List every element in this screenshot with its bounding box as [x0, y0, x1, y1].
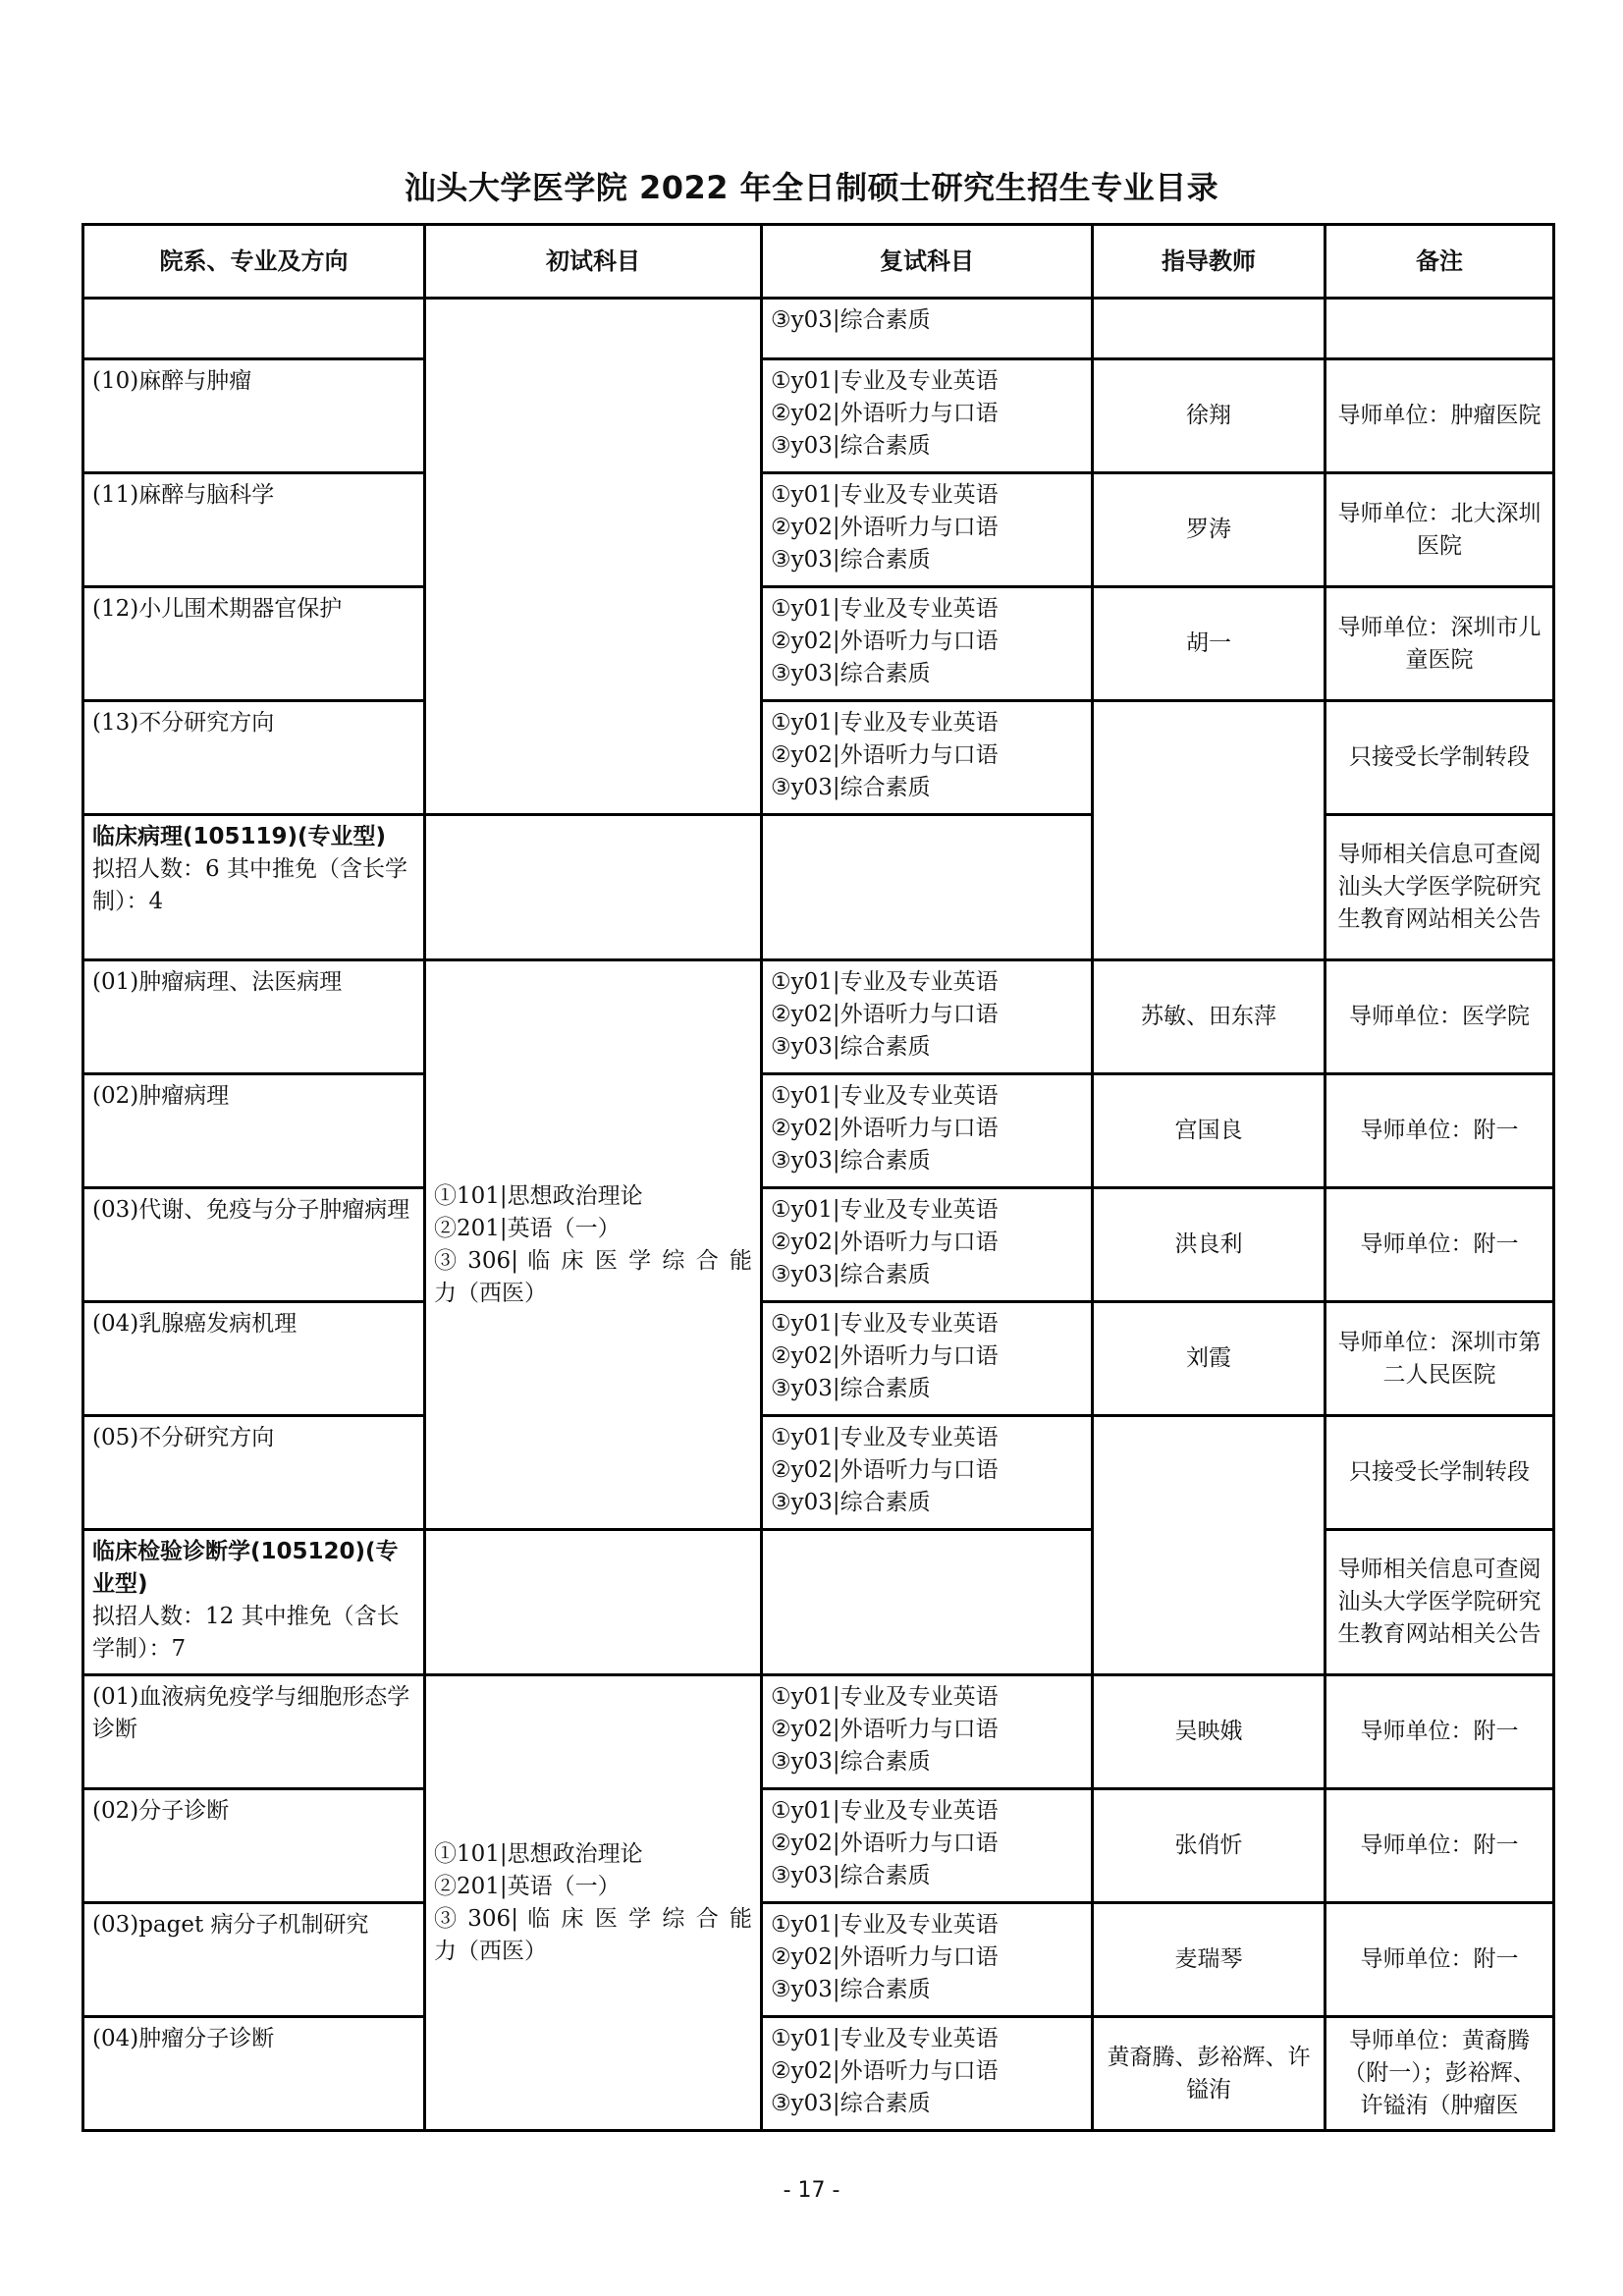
retest-y01: ①y01|专业及专业英语 — [771, 368, 999, 394]
note-cell: 导师单位：附一 — [1325, 1903, 1554, 2017]
table-row — [83, 359, 1554, 473]
retest-y01: ①y01|专业及专业英语 — [771, 1311, 999, 1337]
note-cell: 导师单位：附一 — [1325, 1188, 1554, 1302]
exam-line-1: ①101|思想政治理论 — [434, 1840, 643, 1867]
retest-y03: ③y03|综合素质 — [771, 661, 931, 686]
direction-cell: (04)乳腺癌发病机理 — [83, 1302, 425, 1416]
advisor-cell: 黄裔腾、彭裕辉、许镒洧 — [1093, 2017, 1325, 2131]
retest-cell — [762, 1302, 1093, 1416]
retest-y03: ③y03|综合素质 — [771, 547, 931, 573]
retest-y02: ②y02|外语听力与口语 — [771, 401, 999, 426]
exam-cell — [425, 1530, 762, 1675]
header-note: 备注 — [1325, 225, 1554, 299]
retest-cell — [762, 1789, 1093, 1903]
note-cell: 导师单位：北大深圳医院 — [1325, 473, 1554, 587]
exam-cell — [425, 960, 762, 1530]
exam-line-1: ①101|思想政治理论 — [434, 1182, 643, 1209]
retest-y03: ③y03|综合素质 — [771, 1977, 931, 2002]
advisor-cell: 麦瑞琴 — [1093, 1903, 1325, 2017]
table-header-row — [83, 225, 1554, 299]
note-cell: 导师单位：黄裔腾（附一）；彭裕辉、许镒洧（肿瘤医 — [1325, 2017, 1554, 2131]
retest-cell — [762, 1675, 1093, 1789]
table-row — [83, 701, 1554, 815]
advisor-cell: 胡一 — [1093, 587, 1325, 701]
table-row — [83, 1302, 1554, 1416]
direction-cell: (10)麻醉与肿瘤 — [83, 359, 425, 473]
retest-y03: ③y03|综合素质 — [771, 1148, 931, 1174]
retest-y03: ③y03|综合素质 — [771, 1376, 931, 1401]
exam-line-2: ②201|英语（一） — [434, 1873, 621, 1899]
note-cell: 只接受长学制转段 — [1325, 1416, 1554, 1530]
advisor-cell: 吴映娥 — [1093, 1675, 1325, 1789]
page-title: 汕头大学医学院 2022 年全日制硕士研究生招生专业目录 — [404, 169, 1219, 206]
direction-cell: (01)血液病免疫学与细胞形态学诊断 — [83, 1675, 425, 1789]
table-row — [83, 1074, 1554, 1188]
retest-cell — [762, 359, 1093, 473]
retest-y01: ①y01|专业及专业英语 — [771, 1197, 999, 1223]
direction-cell: (02)肿瘤病理 — [83, 1074, 425, 1188]
major-quota: 拟招人数：12 其中推免（含长学制）：7 — [92, 1604, 400, 1662]
exam-line-2: ②201|英语（一） — [434, 1215, 621, 1241]
retest-cell — [762, 2017, 1093, 2131]
retest-y03: ③y03|综合素质 — [771, 1490, 931, 1515]
retest-y03: ③y03|综合素质 — [771, 775, 931, 800]
retest-y01: ①y01|专业及专业英语 — [771, 1912, 999, 1938]
note-cell: 导师单位：深圳市第二人民医院 — [1325, 1302, 1554, 1416]
retest-cell — [762, 1416, 1093, 1530]
exam-cell — [425, 1675, 762, 2131]
direction-cell: (03)代谢、免疫与分子肿瘤病理 — [83, 1188, 425, 1302]
retest-cell — [762, 815, 1093, 960]
retest-cell — [762, 960, 1093, 1074]
table-row — [83, 960, 1554, 1074]
major-name: 临床病理(105119)(专业型) — [92, 824, 387, 849]
direction-cell: (01)肿瘤病理、法医病理 — [83, 960, 425, 1074]
direction-cell: (11)麻醉与脑科学 — [83, 473, 425, 587]
retest-y02: ②y02|外语听力与口语 — [771, 629, 999, 654]
retest-y03: ③y03|综合素质 — [771, 307, 931, 333]
table-row — [83, 1188, 1554, 1302]
retest-y02: ②y02|外语听力与口语 — [771, 1831, 999, 1856]
retest-y03: ③y03|综合素质 — [771, 1749, 931, 1775]
direction-cell: (03)paget 病分子机制研究 — [83, 1903, 425, 2017]
table-row — [83, 1789, 1554, 1903]
retest-y03: ③y03|综合素质 — [771, 2091, 931, 2116]
advisor-cell — [1093, 299, 1325, 359]
note-cell: 导师单位：附一 — [1325, 1074, 1554, 1188]
direction-cell: (13)不分研究方向 — [83, 701, 425, 815]
note-cell: 只接受长学制转段 — [1325, 701, 1554, 815]
direction-cell: (12)小儿围术期器官保护 — [83, 587, 425, 701]
exam-line-3: ③ 306| 临 床 医 学 综 合 能 力（西医） — [434, 1247, 752, 1306]
page-number: - 17 - — [783, 2178, 840, 2203]
retest-y01: ①y01|专业及专业英语 — [771, 596, 999, 622]
header-direction: 院系、专业及方向 — [83, 225, 425, 299]
retest-y01: ①y01|专业及专业英语 — [771, 1684, 999, 1710]
advisor-cell: 徐翔 — [1093, 359, 1325, 473]
header-retest-exam: 复试科目 — [762, 225, 1093, 299]
major-cell — [83, 1530, 425, 1675]
advisor-cell: 宫国良 — [1093, 1074, 1325, 1188]
note-cell: 导师单位：附一 — [1325, 1675, 1554, 1789]
direction-cell — [83, 299, 425, 359]
retest-cell — [762, 1188, 1093, 1302]
retest-y03: ③y03|综合素质 — [771, 1262, 931, 1287]
table-row — [83, 1416, 1554, 1530]
direction-cell: (02)分子诊断 — [83, 1789, 425, 1903]
retest-cell — [762, 1530, 1093, 1675]
retest-cell — [762, 587, 1093, 701]
retest-cell — [762, 473, 1093, 587]
retest-y02: ②y02|外语听力与口语 — [771, 1230, 999, 1255]
retest-y02: ②y02|外语听力与口语 — [771, 1343, 999, 1369]
note-cell — [1325, 299, 1554, 359]
advisor-cell — [1093, 701, 1325, 960]
retest-y02: ②y02|外语听力与口语 — [771, 1944, 999, 1970]
direction-cell: (05)不分研究方向 — [83, 1416, 425, 1530]
major-quota: 拟招人数：6 其中推免（含长学制）：4 — [92, 856, 407, 914]
retest-cell — [762, 1074, 1093, 1188]
header-advisor: 指导教师 — [1093, 225, 1325, 299]
retest-y01: ①y01|专业及专业英语 — [771, 1083, 999, 1109]
retest-y01: ①y01|专业及专业英语 — [771, 2026, 999, 2051]
advisor-cell: 洪良利 — [1093, 1188, 1325, 1302]
retest-y01: ①y01|专业及专业英语 — [771, 482, 999, 508]
retest-cell — [762, 299, 1093, 359]
major-row — [83, 1530, 1554, 1675]
major-cell — [83, 815, 425, 960]
retest-y02: ②y02|外语听力与口语 — [771, 1002, 999, 1027]
table-row — [83, 1675, 1554, 1789]
admissions-catalog-table — [81, 223, 1555, 2132]
note-cell: 导师单位：医学院 — [1325, 960, 1554, 1074]
retest-y01: ①y01|专业及专业英语 — [771, 710, 999, 736]
retest-y03: ③y03|综合素质 — [771, 1863, 931, 1888]
retest-y01: ①y01|专业及专业英语 — [771, 969, 999, 995]
exam-cell — [425, 299, 762, 815]
advisor-cell: 张俏忻 — [1093, 1789, 1325, 1903]
retest-y03: ③y03|综合素质 — [771, 433, 931, 459]
note-cell: 导师单位：深圳市儿童医院 — [1325, 587, 1554, 701]
retest-y02: ②y02|外语听力与口语 — [771, 1717, 999, 1742]
direction-cell: (04)肿瘤分子诊断 — [83, 2017, 425, 2131]
table-row — [83, 587, 1554, 701]
note-cell: 导师相关信息可查阅汕头大学医学院研究生教育网站相关公告 — [1325, 815, 1554, 960]
exam-line-3: ③ 306| 临 床 医 学 综 合 能 力（西医） — [434, 1905, 752, 1964]
retest-y02: ②y02|外语听力与口语 — [771, 1116, 999, 1141]
note-cell: 导师单位：肿瘤医院 — [1325, 359, 1554, 473]
advisor-cell: 刘霞 — [1093, 1302, 1325, 1416]
table-row — [83, 299, 1554, 359]
retest-y02: ②y02|外语听力与口语 — [771, 515, 999, 540]
retest-y01: ①y01|专业及专业英语 — [771, 1425, 999, 1450]
retest-y01: ①y01|专业及专业英语 — [771, 1798, 999, 1824]
advisor-cell — [1093, 1416, 1325, 1675]
retest-y03: ③y03|综合素质 — [771, 1034, 931, 1060]
retest-y02: ②y02|外语听力与口语 — [771, 2058, 999, 2084]
table-row — [83, 473, 1554, 587]
header-initial-exam: 初试科目 — [425, 225, 762, 299]
retest-cell — [762, 1903, 1093, 2017]
advisor-cell: 罗涛 — [1093, 473, 1325, 587]
note-cell: 导师单位：附一 — [1325, 1789, 1554, 1903]
note-cell: 导师相关信息可查阅汕头大学医学院研究生教育网站相关公告 — [1325, 1530, 1554, 1675]
advisor-cell: 苏敏、田东萍 — [1093, 960, 1325, 1074]
major-name: 临床检验诊断学(105120)(专业型) — [92, 1539, 399, 1597]
table-row — [83, 1903, 1554, 2017]
retest-y02: ②y02|外语听力与口语 — [771, 1457, 999, 1483]
retest-cell — [762, 701, 1093, 815]
retest-y02: ②y02|外语听力与口语 — [771, 742, 999, 768]
exam-cell — [425, 815, 762, 960]
table-row — [83, 2017, 1554, 2131]
major-row — [83, 815, 1554, 960]
